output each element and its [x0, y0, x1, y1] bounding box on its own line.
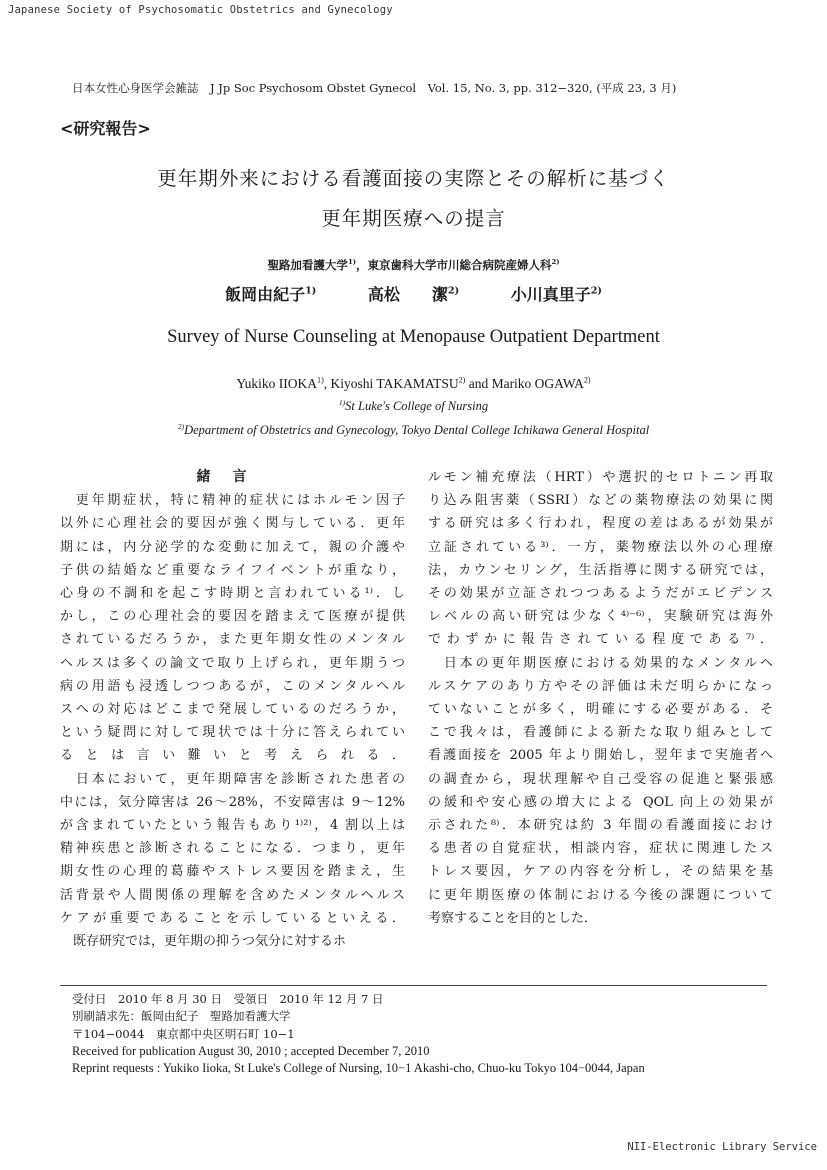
- left-column-line: 心身の不調和を起こす時期と言われている¹⁾．し: [60, 586, 405, 602]
- right-column-line: トレス要因，ケアの内容を分析し，その結果を基: [428, 864, 773, 880]
- left-column-line: 以外に心理社会的要因が強く関与している．更年: [60, 516, 405, 532]
- left-column-line: 日本において，更年期障害を診断された患者の: [60, 771, 405, 787]
- right-column-line: の調査から，現状理解や自己受容の促進と緊張感: [428, 771, 773, 787]
- author-en-2-mark: 2): [458, 375, 466, 385]
- affiliation-en-1: [60, 399, 767, 414]
- right-column-line: の緩和や安心感の増大による QOL 向上の効果が: [428, 794, 773, 810]
- footnote-reprint-en: Reprint requests : Yukiko Iioka, St Luke's College of Nursing, 10−1 Akashi-cho, Chuo-ku Tokyo 104−0044, Japan: [72, 1061, 645, 1076]
- title-en: Survey of Nurse Counseling at Menopause Outpatient Department: [167, 327, 660, 347]
- body-column-right: [428, 466, 773, 930]
- affiliation-en-2: [60, 423, 767, 438]
- left-column-line: 期には，内分泌学的な変動に加えて，親の介護や: [60, 539, 405, 555]
- left-column-line: 精神疾患と診断されることになる．つまり，更年: [60, 841, 405, 857]
- affiliations-jp: [60, 257, 767, 273]
- left-column-line: という疑問に対して現状では十分に答えられてい: [60, 725, 405, 741]
- author-jp-2: [368, 285, 459, 304]
- right-column-line: レベルの高い研究は少なく⁴⁾⁻⁶⁾，実験研究は海外: [428, 609, 773, 625]
- authors-en: [60, 376, 767, 392]
- footnote-received-jp: 受付日 2010 年 8 月 30 日 受領日 2010 年 12 月 7 日: [72, 992, 384, 1006]
- right-column-line: ていないことが多く，明確にする必要がある．そ: [428, 702, 773, 718]
- right-column-line: 法，カウンセリング，生活指導に関する研究では，: [428, 562, 773, 578]
- left-column-line: 既存研究では，更年期の抑うつ気分に対するホ: [60, 934, 347, 950]
- author-jp-1-name: 飯岡由紀子: [225, 285, 306, 304]
- author-en-1-mark: 1): [317, 375, 324, 385]
- right-column-line: 立証されている³⁾．一方，薬物療法以外の心理療: [428, 539, 773, 555]
- right-column-line: る患者の自覚症状，相談内容，症状に関連したス: [428, 841, 773, 857]
- author-en-2: , Kiyoshi TAKAMATSU: [323, 376, 459, 391]
- left-column-line: 病の用語も浸透しつつあるが，このメンタルヘル: [60, 678, 405, 694]
- footnote-address-jp: 〒104−0044 東京都中央区明石町 10−1: [72, 1026, 295, 1041]
- journal-citation: 日本女性心身医学会雑誌 J Jp Soc Psychosom Obstet Gynecol Vol. 15, No. 3, pp. 312−320, (平成 23, 3 月): [72, 81, 677, 95]
- right-column-line: り込み阻害薬（SSRI）などの薬物療法の効果に関: [428, 493, 773, 509]
- author-jp-3: [511, 285, 602, 304]
- author-jp-3-name: 小川真里子: [510, 285, 591, 304]
- author-jp-2-name: 高松 潔: [367, 285, 448, 304]
- left-column-line: ヘルスは多くの論文で取り上げられ，更年期うつ: [60, 655, 405, 671]
- footnote: [72, 991, 772, 1077]
- left-column-line: るとは言い難いと考えられる．: [60, 748, 405, 764]
- right-column-line: する研究は多く行われ，程度の差はあるが効果が: [428, 516, 773, 532]
- footnote-reprint-jp: 別刷請求先：飯岡由紀子 聖路加看護大学: [72, 1009, 291, 1024]
- affiliation-jp-1-mark: 1): [347, 258, 356, 267]
- right-column-line: 看護面接を 2005 年より開始し，翌年まで実施者へ: [428, 748, 773, 764]
- body-column-left: [60, 466, 405, 953]
- author-jp-3-mark: 2): [590, 285, 602, 297]
- affiliation-separator: ，: [356, 258, 368, 272]
- author-en-3-mark: 2): [583, 375, 591, 385]
- author-jp-1-mark: 1): [305, 285, 317, 297]
- author-en-3: and Mariko OGAWA: [465, 376, 584, 391]
- affiliation-en-2-text: Department of Obstetrics and Gynecology, Tokyo Dental College Ichikawa General Hospital: [184, 423, 650, 437]
- left-column-text: [60, 489, 405, 953]
- right-column-line: ルモン補充療法（HRT）や選択的セロトニン再取: [428, 470, 773, 485]
- right-column-line: に更年期医療の体制における今後の課題について: [428, 887, 773, 903]
- right-column-line: その効果が立証されつつあるようだがエビデンス: [428, 586, 773, 602]
- affiliation-en-1-text: St Luke's College of Nursing: [345, 399, 489, 413]
- left-column-line: されているだろうか，また更年期女性のメンタル: [60, 632, 405, 648]
- left-column-line: スへの対応はどこまで発展しているのだろうか，: [60, 702, 405, 718]
- article-category: <研究報告>: [60, 119, 151, 138]
- author-en-1: Yukiko IIOKA: [236, 376, 318, 391]
- right-column-line: 日本の更年期医療における効果的なメンタルヘ: [428, 655, 773, 671]
- section-heading: 緒言: [196, 469, 269, 485]
- title-jp-line-2: 更年期医療への提言: [321, 207, 506, 230]
- title-jp-line-1: 更年期外来における看護面接の実際とその解析に基づく: [157, 167, 670, 190]
- right-column-line: 示された⁸⁾．本研究は約 3 年間の看護面接におけ: [428, 818, 773, 834]
- author-jp-1: [225, 285, 316, 304]
- footer-banner: NII-Electronic Library Service: [627, 1141, 817, 1153]
- affiliation-jp-2: 東京歯科大学市川総合病院産婦人科: [367, 258, 552, 272]
- left-column-line: 子供の結婚など重要なライフイベントが重なり，: [60, 562, 405, 578]
- left-column-line: が含まれていたという報告もあり¹⁾²⁾，4 割以上は: [60, 818, 405, 834]
- author-jp-2-mark: 2): [447, 285, 460, 297]
- affiliation-jp-1: 聖路加看護大学: [267, 258, 348, 272]
- affiliation-en-2-mark: 2): [177, 421, 185, 431]
- left-column-line: かし，この心理社会的要因を踏まえて医療が提供: [60, 609, 405, 625]
- left-column-line: ケアが重要であることを示しているといえる．: [60, 910, 405, 926]
- footnote-divider: [60, 985, 767, 986]
- affiliation-en-1-mark: 1): [338, 397, 346, 407]
- right-column-line: 考察することを目的とした．: [428, 910, 598, 926]
- right-column-text: [428, 466, 773, 930]
- left-column-line: 活背景や人間関係の理解を含めたメンタルヘルス: [60, 887, 405, 903]
- left-column-line: 中には，気分障害は 26〜28%，不安障害は 9〜12%: [60, 794, 405, 810]
- affiliation-jp-2-mark: 2): [551, 258, 560, 267]
- right-column-line: ルスケアのあり方やその評価は未だ明らかになっ: [428, 678, 773, 694]
- left-column-line: 期女性の心理的葛藤やストレス要因を踏まえ，生: [60, 864, 405, 880]
- authors-jp: [60, 282, 767, 305]
- left-column-line: 更年期症状，特に精神的症状にはホルモン因子: [60, 493, 405, 509]
- header-banner: Japanese Society of Psychosomatic Obstetrics and Gynecology: [8, 4, 393, 16]
- footnote-received-en: Received for publication August 30, 2010 ; accepted December 7, 2010: [72, 1043, 430, 1058]
- right-column-line: こで我々は，看護師による新たな取り組みとして: [428, 725, 773, 741]
- right-column-line: でわずかに報告されている程度である⁷⁾．: [428, 632, 773, 648]
